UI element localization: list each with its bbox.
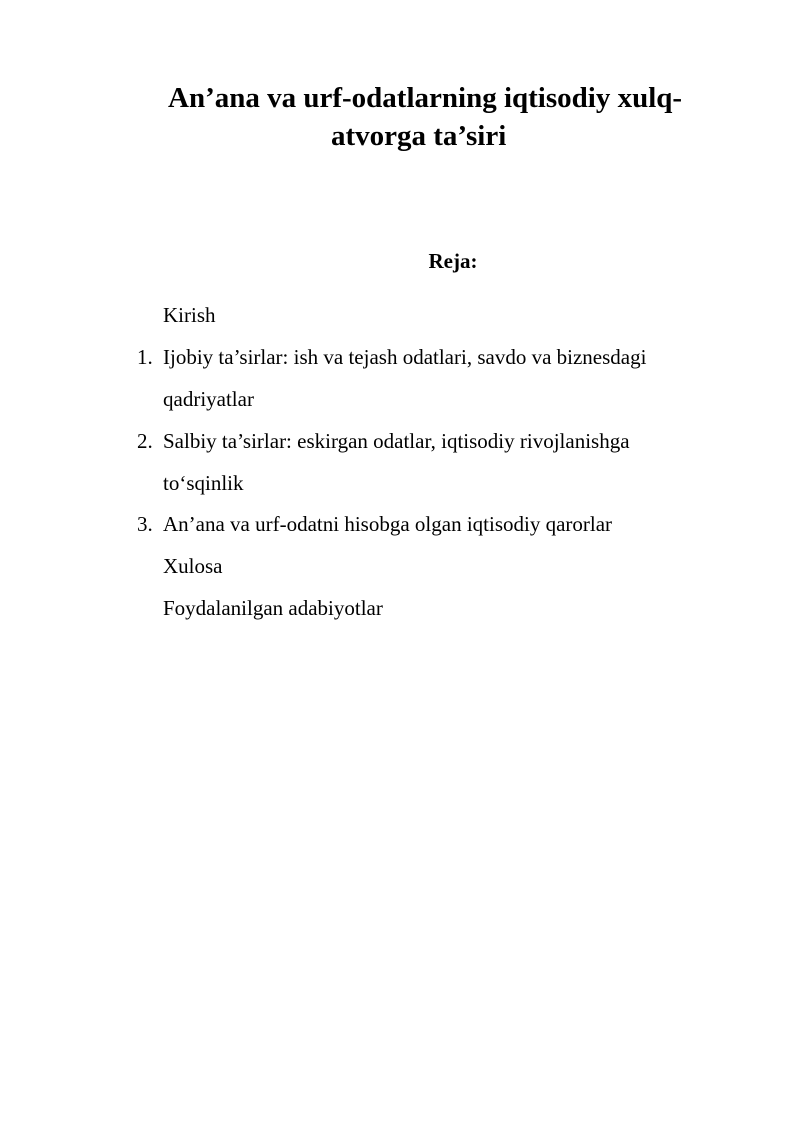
plan-item-3-number: 3. — [137, 512, 153, 536]
plan-item-2-text-line-2: to‘sqinlik — [163, 471, 244, 495]
document-title-line-1: An’ana va urf-odatlarning iqtisodiy xulq- — [168, 82, 683, 114]
plan-intro-text: Kirish — [163, 303, 216, 327]
plan-heading: Reja: — [428, 249, 478, 273]
plan-conclusion-text: Xulosa — [163, 554, 223, 578]
plan-item-2-number: 2. — [137, 429, 153, 453]
plan-item-3-text: An’ana va urf-odatni hisobga olgan iqtisodiy qarorlar — [163, 512, 613, 536]
plan-item-1-text-line-2: qadriyatlar — [163, 387, 254, 411]
document-title-line-2: atvorga ta’siri — [331, 120, 507, 152]
plan-item-2-text-line-1: Salbiy ta’sirlar: eskirgan odatlar, iqtisodiy rivojlanishga — [163, 429, 630, 453]
plan-item-1-number: 1. — [137, 345, 153, 369]
plan-references-text: Foydalanilgan adabiyotlar — [163, 596, 383, 620]
plan-item-1-text-line-1: Ijobiy ta’sirlar: ish va tejash odatlari, savdo va biznesdagi — [163, 345, 647, 369]
